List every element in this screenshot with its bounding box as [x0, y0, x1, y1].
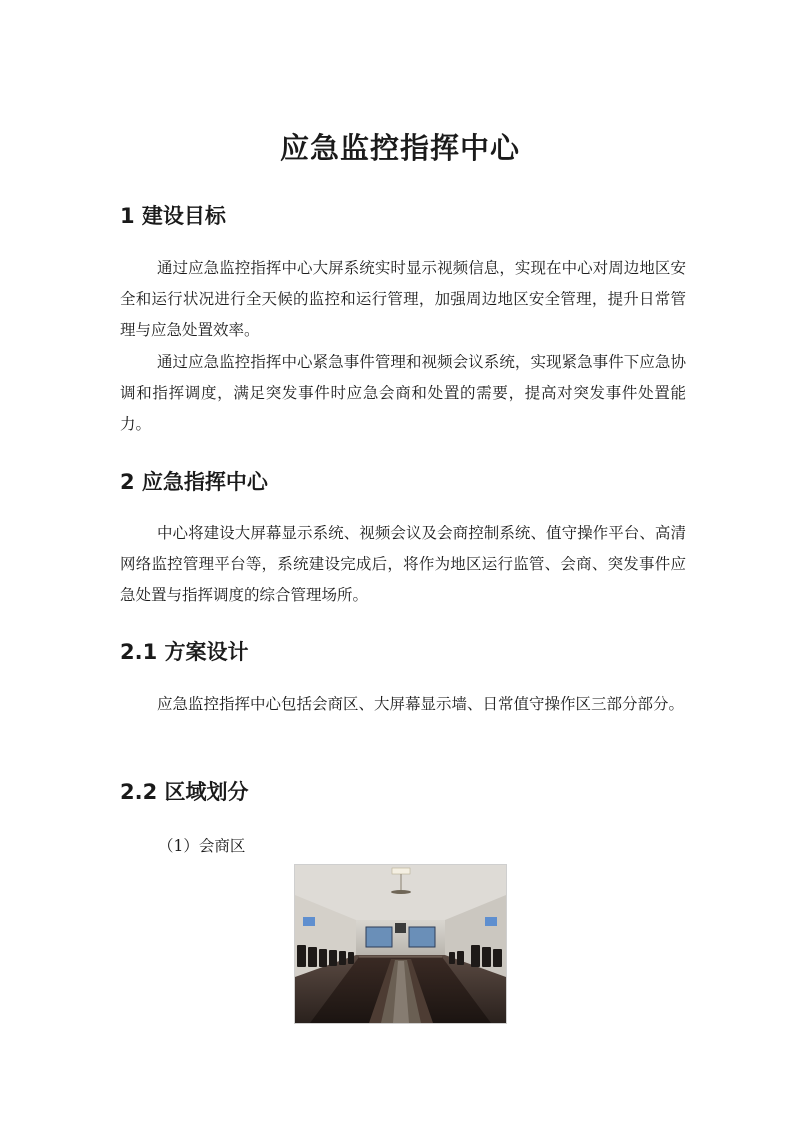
paragraph-1-2: 通过应急监控指挥中心紧急事件管理和视频会议系统，实现紧急事件下应急协调和指挥调度，满足突发事件时应急会商和处置的需要，提高对突发事件处置能力。 [120, 353, 686, 433]
paragraph-1-1: 通过应急监控指挥中心大屏系统实时显示视频信息，实现在中心对周边地区安全和运行状况进行全天候的监控和运行管理，加强周边地区安全管理，提升日常管理与应急处置效率。 [120, 259, 686, 339]
section-heading-2: 2 应急指挥中心 [120, 470, 268, 494]
section-heading-1: 1 建设目标 [120, 204, 226, 228]
document-title: 应急监控指挥中心 [279, 131, 520, 165]
paragraph-2-1: 中心将建设大屏幕显示系统、视频会议及会商控制系统、值守操作平台、高清网络监控管理平台等，系统建设完成后，将作为地区运行监管、会商、突发事件应急处置与指挥调度的综合管理场所。 [120, 524, 686, 604]
section-heading-2-2: 2.2 区域划分 [120, 780, 249, 804]
conference-room-photo [294, 864, 507, 1024]
paragraph-2-1-1: 应急监控指挥中心包括会商区、大屏幕显示墙、日常值守操作区三部分部分。 [157, 695, 685, 713]
list-item-conference-area: （1）会商区 [158, 837, 246, 855]
section-heading-2-1: 2.1 方案设计 [120, 640, 249, 664]
